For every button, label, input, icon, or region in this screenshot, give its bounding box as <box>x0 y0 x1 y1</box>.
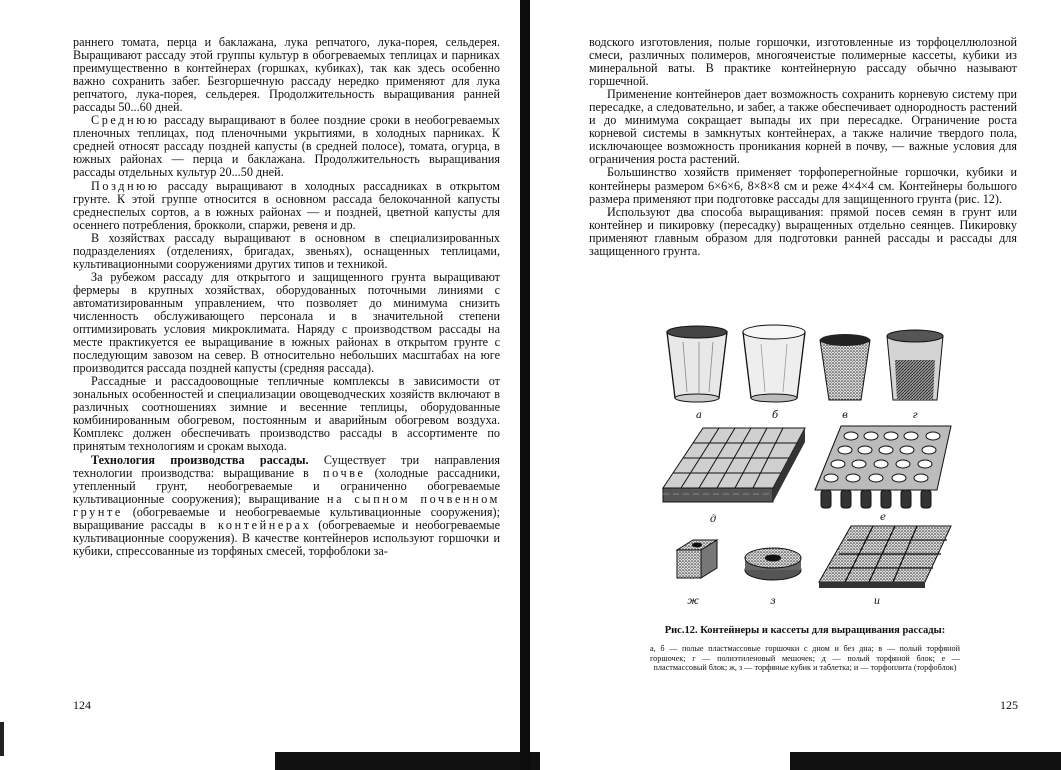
figure-label-i: и <box>873 596 881 607</box>
figure-label-v: в <box>842 410 848 421</box>
paragraph: Среднюю рассаду выращивают в более поздние сроки в необогреваемых пленочных теплицах, под пленочными укрытиями, в холодных парниках. К средней относят рассаду поздней капусты (в средней полосе), томата, огурца, в южных районах — перца и баклажана. Продолжительность выращивания рассады отдельных культур 20...50 дней. <box>73 113 501 180</box>
paragraph: Используют два способа выращивания: прямой посев семян в грунт или контейнер и пикировку (пересадку) выращенных отдельно сеянцев. Пикировку применяют главным образом для подготовки ранней рассады и рассады для защищенного грунта. <box>589 204 1017 258</box>
paragraph: В хозяйствах рассаду выращивают в основном в специализированных подразделениях (отделениях, бригадах, звеньях), оснащенных теплицами, культивационными сооружениями других типов и техникой. <box>73 230 500 271</box>
paragraph: раннего томата, перца и баклажана, лука репчатого, лука-порея, сельдерея. Выращивают рассаду этой группы культур в обогреваемых теплицах и парниках преимущественно в контейнерах (горшках, кубиках), так как здесь особенно важно сохранить забег. Безгоршечную рассаду нередко применяют для лука репчатого, лука-порея, сельдерея. Продолжительность выращивания ранней рассады 50...60 дней. <box>73 35 500 115</box>
paragraph: Позднюю рассаду выращивают в холодных рассадниках в открытом грунте. К этой группе относится в основном рассада белокочанной капусты среднеспелых сортов, а в южных районах — и поздней, цветной капусты для осеннего потребления, брокколи, спаржи, ревеня и др. <box>73 178 500 232</box>
figure-label-d: д <box>709 514 717 525</box>
page-number: 125 <box>1000 698 1018 712</box>
scan-edge-center <box>530 752 540 770</box>
paragraph: Большинство хозяйств применяет торфоперегнойные горшочки, кубики и контейнеры размером 6×6×6, 8×8×8 см и реже 4×4×4 см. Контейнеры большого размера применяют при подготовке рассады для защищенного грунта (рис. 12). <box>589 165 1017 206</box>
figure-illustration <box>655 320 955 610</box>
paragraph: Рассадные и рассадоовощные тепличные комплексы в зависимости от зональных особенностей и специализации овощеводческих хозяйств включают в различных соотношениях зимние и весенние теплицы, оборудованные комбинированным обогревом, постоянным и аварийным обогревом воздуха. Комплекс должен обеспечивать производство рассады в ассортименте по принятым технологиям и срокам выхода. <box>73 374 500 454</box>
caption-text: а, б — полые пластмассовые горшочки с дном и без дна; в — полый торфяной горшочек; г — полиэтиленовый мешочек; д — полый торфяной блок; е — пластмассовый блок; ж, з — торфяные кубик и таблетка; и — торфоплита (торфоблок) <box>650 644 960 672</box>
figure-label-a: а <box>696 410 702 421</box>
spaced-word: Среднюю <box>91 113 160 128</box>
book-gutter <box>520 0 530 770</box>
peat-plate-illustration <box>819 526 951 588</box>
peat-cube-illustration <box>677 540 717 578</box>
paragraph: Применение контейнеров дает возможность сохранить корневую систему при пересадке, а следовательно, и забег, а также обеспечивает однородность растений и до минимума сокращает выпады их при пересадке. Ограничение роста корневой системы в замкнутых контейнерах, а также наличие твердого пола, исключающее возможность проникания корней в почву, — важные условия для ограничения роста растений. <box>589 87 1017 167</box>
pot-b-illustration <box>743 325 805 402</box>
scan-mark <box>0 722 4 756</box>
page-number: 124 <box>73 698 91 712</box>
figure-label-z: з <box>770 596 776 607</box>
peat-tablet-illustration <box>745 548 801 580</box>
figure-containers <box>655 320 955 610</box>
poly-bag-illustration <box>887 330 943 400</box>
pot-a-illustration <box>667 326 727 402</box>
figure-label-zh: ж <box>687 596 699 607</box>
left-page <box>73 36 500 558</box>
figure-label-b: б <box>771 410 779 421</box>
paragraph: водского изготовления, полые горшочки, изготовленные из торфоцеллюлозной смеси, различных полимеров, многоячеистые полимерные кассеты, кубики из минеральной ваты. В практике контейнерную рассаду обычно называют горшечной. <box>589 35 1017 89</box>
spaced-word: Позднюю <box>91 178 160 193</box>
plastic-block-illustration <box>815 426 951 508</box>
paragraph: Технология производства рассады. Существует три направления технологии производства: выращивание в почве (холодные рассадники, утепленный грунт, необогреваемые и ограниченно обогреваемые культивационные сооружения); выращивание на сыпном почвенном грунте (обогреваемые и необогреваемые культивационные сооружения); выращивание рассады в контейнерах (обогреваемые и необогреваемые культивационные сооружения). В качестве контейнеров используют горшочки и кубики, спрессованные из торфяных смесей, торфоблоки за- <box>73 452 500 558</box>
scan-edge-left <box>275 752 520 770</box>
paragraph: За рубежом рассаду для открытого и защищенного грунта выращивают фермеры в крупных хозяйствах, оборудованных поточными линиями с автоматизированным управлением, что позволяет до минимума снизить численность обслуживающего персонала и в значительной степени оптимизировать условия микроклимата. Наряду с производством рассады на месте практикуется ее выращивание в южных районах в открытом грунте с последующим завозом на север. В относительно небольших масштабах на юге производится рассада поздней капусты (средняя рассада). <box>73 269 500 376</box>
section-heading: Технология производства рассады. <box>91 452 309 467</box>
figure-label-g: г <box>912 410 918 421</box>
figure-caption <box>650 625 960 673</box>
peat-pot-illustration <box>820 334 870 400</box>
right-page <box>589 36 1017 258</box>
caption-title: Рис.12. Контейнеры и кассеты для выращивания рассады: <box>664 625 946 636</box>
peat-block-illustration <box>663 428 805 502</box>
figure-label-e: е <box>880 512 886 523</box>
scan-edge-right <box>790 752 1061 770</box>
